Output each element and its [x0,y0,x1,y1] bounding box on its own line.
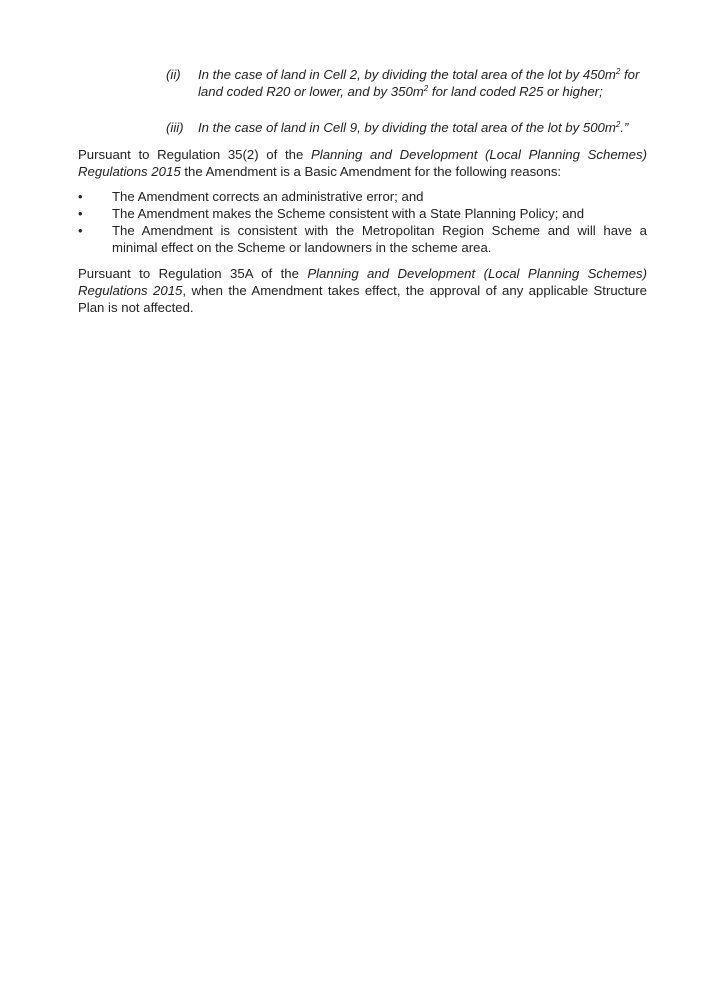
paragraph-regulation-35-2 [78,146,647,180]
reasons-list [78,188,647,256]
subclause-ii [166,66,656,100]
list-item-text: The Amendment corrects an administrative error; and [112,189,424,204]
superscript: 2 [615,120,621,129]
superscript: 2 [615,67,621,76]
subclause-iii [166,119,656,136]
subclause-text-part: for land coded R25 or higher; [428,84,603,99]
paragraph-text: Pursuant to Regulation 35(2) of the [78,147,311,162]
regulation-title: Planning and Development (Local Planning Schemes) Regulations 2015 [78,147,647,179]
subclause-text [198,119,656,136]
paragraph-text: the Amendment is a Basic Amendment for the following reasons: [180,164,562,179]
paragraph-text: , when the Amendment takes effect, the approval of any applicable Structure Plan is not affected. [78,283,647,315]
subclause-text-part: In the case of land in Cell 2, by dividing the total area of the lot by 450m [198,67,616,82]
subclause-number: (ii) [166,67,181,82]
subclause-text-part: In the case of land in Cell 9, by dividing the total area of the lot by 500m [198,120,616,135]
list-item [78,205,647,222]
regulation-title: Planning and Development (Local Planning Schemes) Regulations 2015 [78,266,647,298]
superscript: 2 [423,84,429,93]
subclause-text-part: .” [620,120,629,135]
bullet-icon: • [78,206,83,221]
paragraph-text: Pursuant to Regulation 35A of the [78,266,308,281]
list-item-text: The Amendment makes the Scheme consistent with a State Planning Policy; and [112,206,585,221]
subclause-text [198,66,656,100]
subclause-number: (iii) [166,120,184,135]
list-item [78,222,647,256]
bullet-icon: • [78,189,83,204]
list-item-text: The Amendment is consistent with the Metropolitan Region Scheme and will have a minimal effect on the Scheme or landowners in the scheme area. [112,223,647,255]
list-item [78,188,647,205]
subclause-text-part: for land coded R20 or lower, and by 350m [198,67,640,99]
bullet-icon: • [78,223,83,238]
paragraph-regulation-35a [78,265,647,316]
